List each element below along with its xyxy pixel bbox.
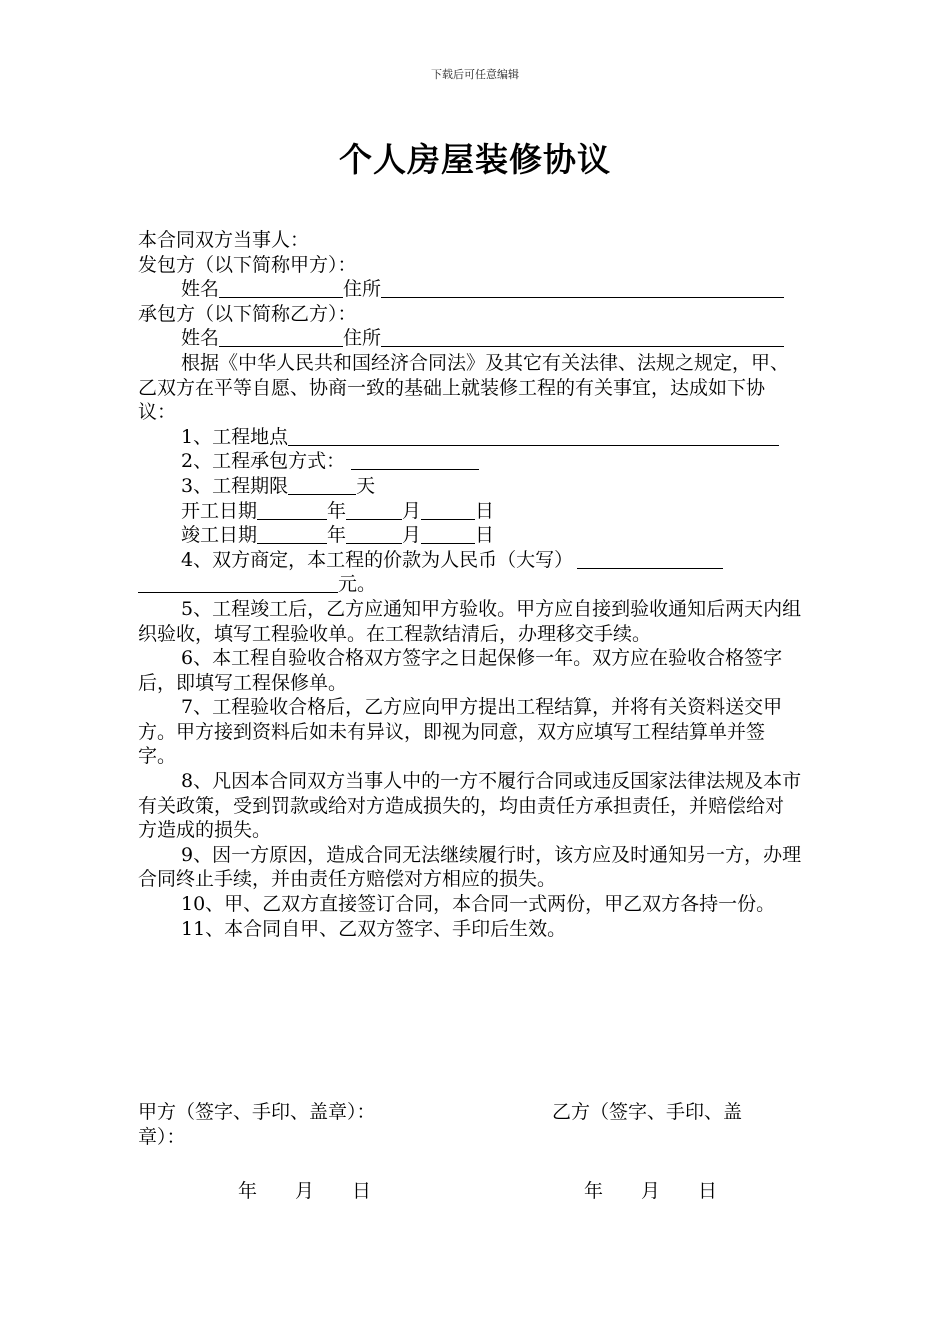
duration-unit: 天	[356, 474, 376, 497]
sig-year-label: 年	[584, 1180, 604, 1202]
end-year-blank[interactable]	[257, 524, 327, 544]
term-1-label: 1、工程地点	[181, 425, 289, 448]
party-b-label: 承包方（以下简称乙方）：	[138, 302, 357, 325]
term-2-label: 2、工程承包方式：	[181, 450, 346, 473]
signature-block	[138, 1100, 802, 1149]
party-b-name-blank[interactable]	[219, 327, 343, 347]
term-6: 6、本工程自验收合格双方签字之日起保修一年。双方应在验收合格签字后，即填写工程保修单。	[138, 647, 783, 694]
price-blank-1[interactable]	[577, 549, 723, 569]
name-label: 姓名	[181, 327, 220, 350]
term-3	[138, 474, 802, 499]
location-blank[interactable]	[288, 426, 779, 446]
party-a-signature: 甲方（签字、手印、盖章）：	[138, 1101, 376, 1123]
end-date	[138, 523, 802, 548]
start-date-label: 开工日期	[181, 499, 258, 522]
start-month-blank[interactable]	[346, 500, 402, 520]
price-blank-2[interactable]	[138, 573, 338, 593]
party-b-signature: 乙方（签字、手印、盖	[552, 1101, 743, 1123]
party-b-signature-cont: 章）：	[138, 1125, 186, 1148]
address-label: 住所	[343, 278, 382, 301]
term-8: 8、凡因本合同双方当事人中的一方不履行合同或违反国家法律法规及本市有关政策，受到罚款或给对方造成损失的，均由责任方承担责任，并赔偿给对方造成的损失。	[138, 770, 802, 842]
sig-year-label: 年	[238, 1180, 258, 1202]
party-b-date	[584, 1176, 717, 1203]
party-a-label: 发包方（以下简称甲方）：	[138, 253, 357, 276]
sig-month-label: 月	[295, 1180, 315, 1202]
price-unit: 元。	[338, 573, 377, 596]
party-a-date	[238, 1176, 371, 1203]
sig-day-label: 日	[352, 1180, 372, 1202]
name-label: 姓名	[181, 278, 220, 301]
term-2	[138, 449, 802, 474]
day-label: 日	[475, 499, 495, 522]
term-7: 7、工程验收合格后，乙方应向甲方提出工程结算，并将有关资料送交甲方。甲方接到资料后如未有异议，即视为同意，双方应填写工程结算单并签字。	[138, 696, 783, 768]
duration-blank[interactable]	[288, 475, 356, 495]
document-title: 个人房屋装修协议	[339, 140, 611, 179]
term-4-cont	[138, 572, 802, 597]
term-11: 11、本合同自甲、乙双方签字、手印后生效。	[181, 917, 567, 940]
method-blank[interactable]	[351, 450, 479, 470]
month-label: 月	[402, 524, 422, 547]
start-date	[138, 499, 802, 524]
parties-intro: 本合同双方当事人：	[138, 229, 310, 251]
address-label: 住所	[343, 327, 382, 350]
term-4	[138, 548, 802, 573]
year-label: 年	[327, 499, 347, 522]
end-month-blank[interactable]	[346, 524, 402, 544]
contract-body	[138, 228, 802, 941]
party-b-fields	[138, 326, 802, 351]
term-3-label: 3、工程期限	[181, 474, 289, 497]
sig-day-label: 日	[698, 1180, 718, 1202]
year-label: 年	[327, 524, 347, 547]
party-b-address-blank[interactable]	[381, 327, 784, 347]
day-label: 日	[475, 524, 495, 547]
term-10: 10、甲、乙双方直接签订合同，本合同一式两份，甲乙双方各持一份。	[181, 893, 776, 916]
term-4-label: 4、双方商定，本工程的价款为人民币（大写）	[181, 548, 574, 571]
month-label: 月	[402, 499, 422, 522]
party-a-fields	[138, 277, 802, 302]
sig-month-label: 月	[641, 1180, 661, 1202]
party-a-address-blank[interactable]	[381, 278, 784, 298]
header-note: 下载后可任意编辑	[431, 68, 519, 81]
term-5: 5、工程竣工后，乙方应通知甲方验收。甲方应自接到验收通知后两天内组织验收，填写工程验收单。在工程款结清后，办理移交手续。	[138, 597, 802, 645]
start-day-blank[interactable]	[421, 500, 475, 520]
party-a-name-blank[interactable]	[219, 278, 343, 298]
term-9: 9、因一方原因，造成合同无法继续履行时，该方应及时通知另一方，办理合同终止手续，并由责任方赔偿对方相应的损失。	[138, 843, 802, 891]
end-date-label: 竣工日期	[181, 524, 258, 547]
start-year-blank[interactable]	[257, 500, 327, 520]
end-day-blank[interactable]	[421, 524, 475, 544]
preamble: 根据《中华人民共和国经济合同法》及其它有关法律、法规之规定，甲、乙双方在平等自愿、协商一致的基础上就装修工程的有关事宜，达成如下协议：	[138, 351, 790, 424]
term-1	[138, 425, 802, 450]
